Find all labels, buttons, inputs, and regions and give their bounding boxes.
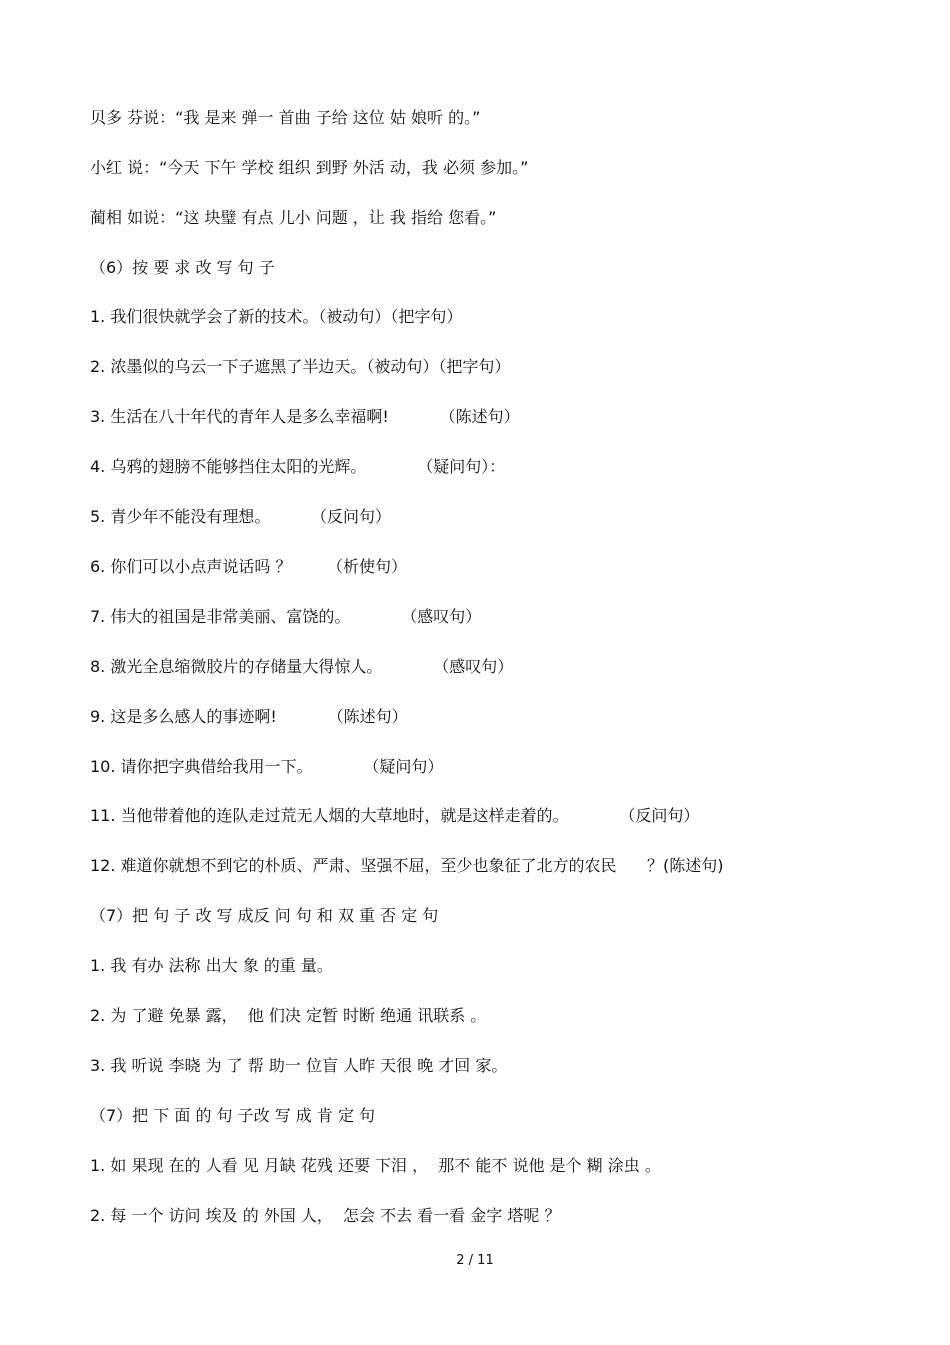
text-line: 1. 我 有办 法称 出大 象 的重 量。 — [90, 956, 333, 975]
text-line: 9. 这是多么感人的事迹啊! （陈述句） — [90, 707, 408, 726]
text-line: 2. 为 了避 免暴 露， 他 们决 定暂 时断 绝通 讯联系 。 — [90, 1006, 487, 1025]
text-line: 蔺相 如说：“这 块璧 有点 儿小 问题 ，让 我 指给 您看。” — [90, 208, 497, 227]
section-heading: （7）把 句 子 改 写 成反 问 句 和 双 重 否 定 句 — [90, 906, 439, 925]
text-line: 7. 伟大的祖国是非常美丽、富饶的。 （感叹句） — [90, 607, 482, 626]
text-line: 3. 生活在八十年代的青年人是多么幸福啊! （陈述句） — [90, 407, 520, 426]
text-line: 12. 难道你就想不到它的朴质、严肃、坚强不屈，至少也象征了北方的农民 ？(陈述句) — [90, 856, 724, 875]
text-line: 4. 乌鸦的翅膀不能够挡住太阳的光辉。 （疑问句）： — [90, 457, 506, 476]
text-line: 6. 你们可以小点声说话吗 ？ （析使句） — [90, 557, 408, 576]
page-number: 2 / 11 — [456, 1253, 494, 1268]
text-line: 2. 浓墨似的乌云一下子遮黑了半边天。（被动句）（把字句） — [90, 357, 511, 376]
text-line: 5. 青少年不能没有理想。 （反问句） — [90, 507, 392, 526]
text-line: 8. 激光全息缩微胶片的存储量大得惊人。 （感叹句） — [90, 657, 514, 676]
text-line: 1. 如 果现 在的 人看 见 月缺 花残 还要 下泪 ， 那不 能不 说他 是个 糊 涂虫 。 — [90, 1156, 661, 1175]
section-heading: （6）按 要 求 改 写 句 子 — [90, 258, 275, 277]
text-line: 1. 我们很快就学会了新的技术。（被动句）（把字句） — [90, 307, 463, 326]
text-line: 小红 说：“今天 下午 学校 组织 到野 外活 动，我 必须 参加。” — [90, 158, 529, 177]
text-line: 10. 请你把字典借给我用一下。 （疑问句） — [90, 757, 444, 776]
text-line: 3. 我 听说 李晓 为 了 帮 助一 位盲 人昨 天很 晚 才回 家。 — [90, 1056, 508, 1075]
text-line: 贝多 芬说：“我 是来 弹一 首曲 子给 这位 姑 娘听 的。” — [90, 108, 481, 127]
text-line: 2. 每 一个 访问 埃及 的 外国 人， 怎会 不去 看一看 金字 塔呢 ？ — [90, 1206, 561, 1225]
text-line: 11. 当他带着他的连队走过荒无人烟的大草地时，就是这样走着的。 （反问句） — [90, 806, 700, 825]
section-heading: （7）把 下 面 的 句 子改 写 成 肯 定 句 — [90, 1106, 376, 1125]
